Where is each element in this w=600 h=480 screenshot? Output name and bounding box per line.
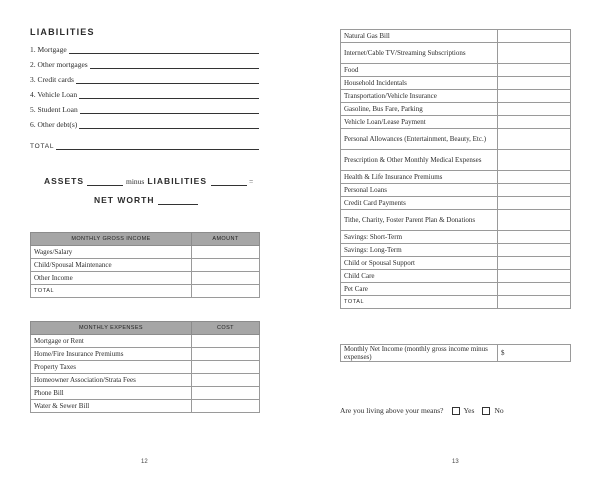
cost-cell[interactable] <box>498 30 571 43</box>
amount-cell[interactable] <box>192 246 260 259</box>
table-row <box>341 30 571 43</box>
table-row <box>341 231 571 244</box>
liability-label: 3. Credit cards <box>30 75 74 84</box>
net-worth-label: NET WORTH <box>94 195 155 205</box>
expense-label: Home/Fire Insurance Premiums <box>31 348 192 361</box>
liability-input-line[interactable] <box>76 75 259 84</box>
expense-label: Household Incidentals <box>341 77 498 90</box>
equals-sign: = <box>249 177 254 186</box>
liability-row <box>30 57 259 69</box>
cost-cell[interactable] <box>192 361 260 374</box>
cost-cell[interactable] <box>498 64 571 77</box>
expense-label: Phone Bill <box>31 387 192 400</box>
expense-label: Pet Care <box>341 283 498 296</box>
minus-label: minus <box>126 177 145 186</box>
table-row <box>341 345 571 362</box>
table-row <box>341 197 571 210</box>
liability-total-line[interactable] <box>56 141 259 150</box>
expense-label: Vehicle Loan/Lease Payment <box>341 116 498 129</box>
expense-label: Tithe, Charity, Foster Parent Plan & Donations <box>341 210 498 231</box>
net-income-value[interactable]: $ <box>498 345 571 362</box>
cost-cell[interactable] <box>498 116 571 129</box>
table-row <box>341 270 571 283</box>
liability-row <box>30 87 259 99</box>
means-question: Are you living above your means? <box>340 406 444 415</box>
cost-cell[interactable] <box>192 335 260 348</box>
income-label: Other Income <box>31 272 192 285</box>
cost-cell[interactable] <box>192 374 260 387</box>
cost-cell[interactable] <box>498 270 571 283</box>
expense-label: Prescription & Other Monthly Medical Expenses <box>341 150 498 171</box>
table-row <box>31 387 260 400</box>
expense-table-left <box>30 321 260 413</box>
table-row <box>341 103 571 116</box>
liability-row <box>30 72 259 84</box>
amount-cell[interactable] <box>192 272 260 285</box>
no-label: No <box>494 406 504 415</box>
table-row <box>341 77 571 90</box>
cost-cell[interactable] <box>498 210 571 231</box>
expense-label: Savings: Short-Term <box>341 231 498 244</box>
page-number: 12 <box>141 459 148 465</box>
expense-label: Property Taxes <box>31 361 192 374</box>
table-row <box>31 285 260 298</box>
expense-label: Transportation/Vehicle Insurance <box>341 90 498 103</box>
no-checkbox[interactable] <box>482 407 490 415</box>
table-row <box>341 257 571 270</box>
net-worth-row <box>94 195 198 205</box>
cost-cell[interactable] <box>192 348 260 361</box>
cost-cell[interactable] <box>498 197 571 210</box>
amount-header: AMOUNT <box>192 233 260 246</box>
table-row <box>31 259 260 272</box>
net-income-table <box>340 344 571 362</box>
net-worth-blank[interactable] <box>158 196 198 205</box>
cost-cell[interactable] <box>192 400 260 413</box>
liability-label: 4. Vehicle Loan <box>30 90 78 99</box>
table-row <box>341 283 571 296</box>
page-number: 13 <box>452 459 459 465</box>
liability-input-line[interactable] <box>80 105 259 114</box>
liability-label: 1. Mortgage <box>30 45 67 54</box>
expense-label: Natural Gas Bill <box>341 30 498 43</box>
cost-cell[interactable] <box>498 257 571 270</box>
expense-table-right <box>340 29 571 309</box>
liability-input-line[interactable] <box>79 120 259 129</box>
liability-row <box>30 42 259 54</box>
cost-header: COST <box>192 322 260 335</box>
table-row <box>341 244 571 257</box>
cost-total-cell[interactable] <box>498 296 571 309</box>
means-question-row <box>340 406 504 415</box>
liability-total-row <box>30 138 259 150</box>
expense-label: Personal Allowances (Entertainment, Beauty, Etc.) <box>341 129 498 150</box>
cost-cell[interactable] <box>498 244 571 257</box>
table-row <box>341 129 571 150</box>
cost-cell[interactable] <box>498 283 571 296</box>
table-row <box>31 361 260 374</box>
cost-cell[interactable] <box>498 184 571 197</box>
table-row <box>341 150 571 171</box>
expense-label: Savings: Long-Term <box>341 244 498 257</box>
liabilities-title: LIABILITIES <box>30 27 95 37</box>
liability-input-line[interactable] <box>90 60 259 69</box>
right-page <box>300 0 600 480</box>
expense-label: Food <box>341 64 498 77</box>
expense-label: Internet/Cable TV/Streaming Subscriptions <box>341 43 498 64</box>
assets-blank[interactable] <box>87 177 123 186</box>
cost-cell[interactable] <box>498 77 571 90</box>
amount-cell[interactable] <box>192 259 260 272</box>
expense-label: Gasoline, Bus Fare, Parking <box>341 103 498 116</box>
table-row <box>31 400 260 413</box>
expense-label: Homeowner Association/Strata Fees <box>31 374 192 387</box>
yes-label: Yes <box>463 406 475 415</box>
income-table <box>30 232 260 298</box>
expense-label: Credit Card Payments <box>341 197 498 210</box>
table-row <box>31 374 260 387</box>
liability-input-line[interactable] <box>79 90 259 99</box>
expense-total-label: TOTAL <box>341 296 498 309</box>
expense-label: Child or Spousal Support <box>341 257 498 270</box>
table-row <box>31 348 260 361</box>
table-row <box>341 171 571 184</box>
expense-label: Water & Sewer Bill <box>31 400 192 413</box>
cost-cell[interactable] <box>192 387 260 400</box>
amount-total-cell[interactable] <box>192 285 260 298</box>
table-row <box>31 272 260 285</box>
cost-cell[interactable] <box>498 103 571 116</box>
expense-label: Health & Life Insurance Premiums <box>341 171 498 184</box>
table-row <box>341 184 571 197</box>
expense-label: Mortgage or Rent <box>31 335 192 348</box>
liabilities-label: LIABILITIES <box>147 176 207 186</box>
expenses-header: MONTHLY EXPENSES <box>31 322 192 335</box>
table-row <box>341 43 571 64</box>
cost-cell[interactable] <box>498 129 571 150</box>
liability-label: 2. Other mortgages <box>30 60 88 69</box>
table-row <box>341 210 571 231</box>
income-label: Wages/Salary <box>31 246 192 259</box>
cost-cell[interactable] <box>498 171 571 184</box>
income-total-label: TOTAL <box>31 285 192 298</box>
table-row <box>341 64 571 77</box>
income-label: Child/Spousal Maintenance <box>31 259 192 272</box>
table-row <box>31 246 260 259</box>
expense-label: Personal Loans <box>341 184 498 197</box>
liabilities-blank[interactable] <box>211 177 247 186</box>
cost-cell[interactable] <box>498 231 571 244</box>
table-row <box>341 296 571 309</box>
liability-label: 6. Other debt(s) <box>30 120 78 129</box>
cost-cell[interactable] <box>498 43 571 64</box>
liability-total-label: TOTAL <box>30 143 55 150</box>
liability-row <box>30 117 259 129</box>
expense-label: Child Care <box>341 270 498 283</box>
assets-label: ASSETS <box>44 176 85 186</box>
table-row <box>341 116 571 129</box>
table-row <box>341 90 571 103</box>
net-worth-equation <box>44 176 264 186</box>
liability-row <box>30 102 259 114</box>
net-income-label: Monthly Net Income (monthly gross income minus expenses) <box>341 345 498 362</box>
income-header: MONTHLY GROSS INCOME <box>31 233 192 246</box>
table-row <box>31 335 260 348</box>
yes-checkbox[interactable] <box>452 407 460 415</box>
cost-cell[interactable] <box>498 90 571 103</box>
cost-cell[interactable] <box>498 150 571 171</box>
liability-label: 5. Student Loan <box>30 105 78 114</box>
liability-input-line[interactable] <box>69 45 259 54</box>
